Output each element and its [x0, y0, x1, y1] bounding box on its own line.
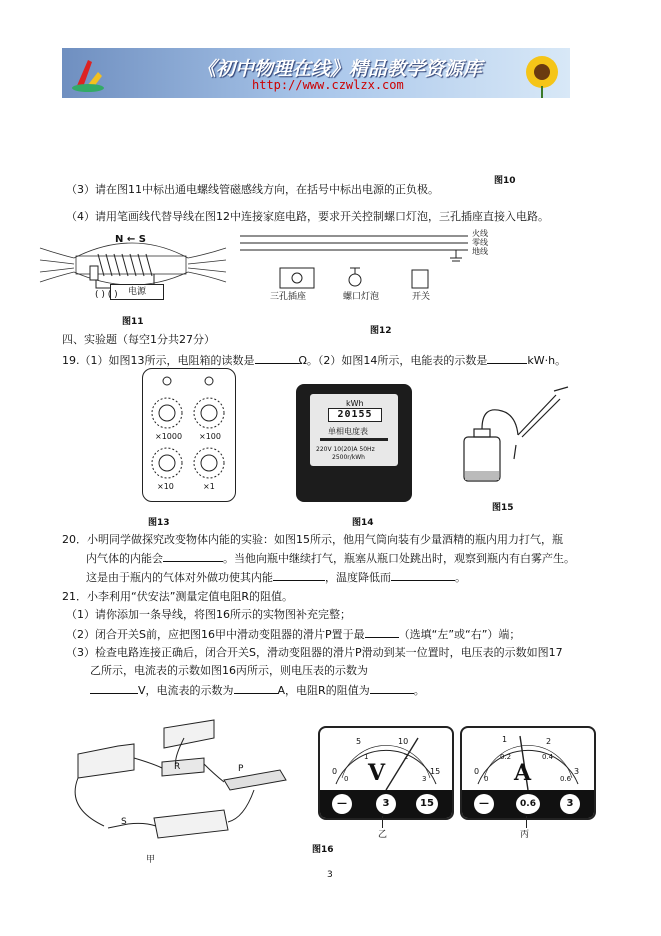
q21-step-1: （1）请你添加一条导线，将图16所示的实物图补充完整；	[66, 608, 351, 621]
q20-line-1: 20．小明同学做探究改变物体内能的实验：如图15所示，他用气筒向装有少量酒精的瓶内用力打气，瓶	[62, 533, 563, 546]
q4-text: （4）请用笔画线代替导线在图12中连接家庭电路，要求开关控制螺口灯泡，三孔插座直接入电路。	[66, 210, 549, 223]
v-terminal-neg[interactable]: —	[332, 794, 352, 814]
v-inner-2: 2	[404, 753, 409, 761]
q21-title: 21．小李利用“伏安法”测量定值电阻R的阻值。	[62, 590, 294, 603]
q21-blank-3[interactable]	[234, 682, 278, 694]
fig13-caption: 图13	[148, 518, 170, 528]
meter-unit: kWh	[346, 399, 364, 408]
fig11-ns-label: N ← S	[115, 234, 146, 245]
rheostat-device	[224, 770, 286, 790]
dial-x10: ×10	[157, 482, 174, 491]
fig14-caption: 图14	[352, 518, 374, 528]
meter-spec-2: 2500r/kWh	[332, 454, 365, 461]
jia-caption: 甲	[146, 855, 156, 865]
q20-line-2	[86, 550, 575, 566]
v-inner-0: 0	[344, 775, 349, 783]
q20-line3-a: 这是由于瓶内的气体对外做功使其内能	[86, 571, 273, 584]
q20-line2-a: 内气体的内能会	[86, 552, 163, 565]
power-supply	[110, 284, 164, 300]
fig11-caption: 图11	[122, 317, 144, 327]
v-scale-15: 15	[430, 767, 441, 776]
v-terminal-15[interactable]: 15	[416, 794, 438, 814]
figure-13-resistance-box	[142, 368, 236, 502]
yi-caption: 乙	[378, 830, 388, 840]
rheostat-icon	[90, 266, 98, 280]
a-inner-02: 0.2	[500, 753, 512, 761]
q21-blank-2[interactable]	[90, 682, 138, 694]
v-scale-10: 10	[398, 737, 409, 746]
meter-name: 单相电度表	[328, 427, 368, 436]
dial-x1000: ×1000	[155, 432, 183, 441]
q20-line-3	[86, 569, 466, 585]
dial-x100: ×100	[199, 432, 221, 441]
meter-spec-1: 220V 10(20)A 50Hz	[316, 446, 375, 453]
voltmeter-device	[164, 720, 214, 748]
q19-part-a: 19.（1）如图13所示，电阻箱的读数是	[62, 354, 255, 367]
neutral-wire-label: 零线	[472, 238, 488, 247]
q21-step-3: （3）检查电路连接正确后，闭合开关S，滑动变阻器的滑片P滑动到某一位置时，电压表的示数如图17	[66, 646, 563, 659]
a-scale-1: 1	[502, 735, 508, 744]
ammeter-symbol: A	[514, 760, 532, 786]
figure-14-energy-meter	[296, 384, 412, 502]
switch-label: 开关	[412, 292, 431, 302]
q20-line2-b: 。当他向瓶中继续打气，瓶塞从瓶口处跳出时，观察到瓶内有白雾产生。	[223, 552, 575, 565]
header-banner	[62, 48, 570, 98]
voltmeter-scale	[320, 728, 452, 792]
a-inner-06: 0.6	[560, 775, 572, 783]
q19-line	[62, 352, 566, 368]
v-scale-5: 5	[356, 737, 362, 746]
logo-icon	[68, 52, 108, 94]
q19-part-c: kW·h。	[527, 354, 567, 367]
sunflower-icon	[514, 50, 570, 98]
v-terminal-3[interactable]: 3	[376, 794, 396, 814]
a-inner-04: 0.4	[542, 753, 554, 761]
a-terminal-3[interactable]: 3	[560, 794, 580, 814]
q21-step-5	[90, 682, 425, 698]
page-number: 3	[327, 870, 333, 880]
q3-text: （3）请在图11中标出通电螺线管磁感线方向，在括号中标出电源的正负极。	[66, 183, 439, 196]
ammeter-bing	[460, 726, 596, 820]
q19-blank-1[interactable]	[255, 352, 299, 364]
q21-blank-1[interactable]	[365, 626, 399, 638]
fig15-caption: 图15	[492, 503, 514, 513]
q20-line3-c: 。	[455, 571, 466, 584]
q21-step5-a: V，电流表的示数为	[138, 684, 234, 697]
q19-part-b: Ω。（2）如图14所示，电能表的示数是	[298, 354, 488, 367]
q21-step-2	[66, 626, 520, 642]
q20-blank-3[interactable]	[391, 569, 455, 581]
ground-wire-label: 地线	[472, 247, 488, 256]
fig10-caption: 图10	[494, 176, 516, 186]
voltmeter-yi	[318, 726, 454, 820]
a-inner-0: 0	[484, 775, 489, 783]
dial-x1: ×1	[203, 482, 215, 491]
live-wire-label: 火线	[472, 229, 488, 238]
q20-line3-b: ，温度降低而	[325, 571, 391, 584]
power-supply-device	[154, 810, 228, 838]
voltmeter-symbol: V	[368, 760, 386, 786]
voltmeter-terminals	[320, 790, 452, 818]
a-terminal-neg[interactable]: —	[474, 794, 494, 814]
meter-reading: 20155	[328, 408, 382, 422]
socket-icon	[280, 268, 314, 288]
banner-title: 《初中物理在线》精品教学资源库	[197, 58, 483, 80]
resistor-device	[162, 758, 204, 776]
q20-blank-2[interactable]	[273, 569, 325, 581]
lamp-label: 螺口灯泡	[343, 292, 380, 302]
q21-step5-c: 。	[413, 684, 425, 697]
switch-icon	[412, 270, 428, 288]
q21-step-4: 乙所示，电流表的示数如图16丙所示，则电压表的示数为	[90, 664, 368, 677]
socket-label: 三孔插座	[270, 292, 307, 302]
a-scale-0: 0	[474, 767, 480, 776]
figure-16-circuit-jia	[64, 718, 296, 848]
fig16-caption: 图16	[312, 845, 334, 855]
lamp-icon	[349, 274, 361, 286]
a-scale-2: 2	[546, 737, 552, 746]
q20-blank-1[interactable]	[163, 550, 223, 562]
section-4-heading: 四、实验题（每空1分共27分）	[62, 333, 215, 346]
banner-url: http://www.czwlzx.com	[252, 78, 404, 92]
ammeter-terminals	[462, 790, 594, 818]
ammeter-device	[78, 744, 134, 778]
power-label: 电源	[127, 287, 146, 297]
polarity-brackets: ( ) ( )	[95, 290, 118, 300]
label-R: R	[174, 762, 181, 772]
v-inner-3: 3	[422, 775, 427, 783]
q21-step2-a: （2）闭合开关S前，应把图16甲中滑动变阻器的滑片P置于最	[66, 628, 365, 641]
a-terminal-06[interactable]: 0.6	[516, 794, 540, 814]
bing-caption: 丙	[520, 830, 530, 840]
q21-step2-b: （选填“左”或“右”）端；	[398, 628, 521, 641]
q19-blank-2[interactable]	[487, 352, 527, 364]
q21-blank-4[interactable]	[370, 682, 414, 694]
a-scale-3: 3	[574, 767, 580, 776]
v-inner-1: 1	[364, 753, 369, 761]
fig12-caption: 图12	[370, 326, 392, 336]
q21-step5-b: A，电阻R的阻值为	[277, 684, 370, 697]
label-S: S	[121, 817, 127, 827]
label-P: P	[238, 764, 244, 774]
figure-15-pump-bottle	[456, 385, 576, 493]
v-scale-0: 0	[332, 767, 338, 776]
